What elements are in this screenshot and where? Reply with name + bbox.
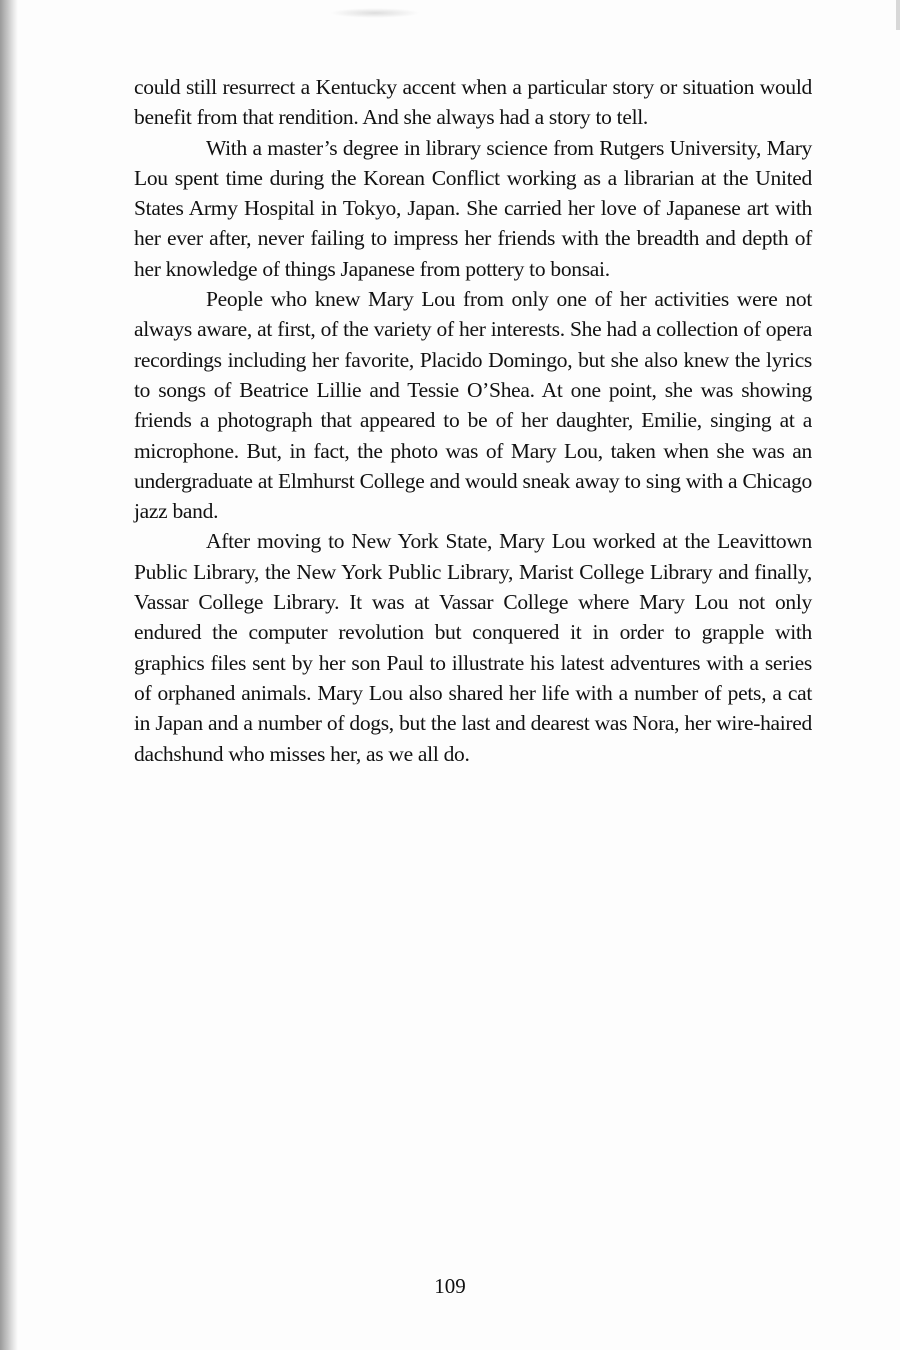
binding-gutter-shadow	[0, 0, 18, 1350]
page-number: 109	[434, 1274, 466, 1298]
body-text	[134, 72, 812, 769]
scan-edge-mark	[896, 0, 900, 30]
paragraph-education: With a master’s degree in library science from Rutgers University, Mary Lou spent time during the Korean Conflict working as a librarian at the United States Army Hospital in Tokyo, Japan. She carried her love of Japanese art with her ever after, never failing to impress her friends with the breadth and depth of her knowledge of things Japanese from pottery to bonsai.	[134, 135, 812, 281]
paragraph-career: After moving to New York State, Mary Lou worked at the Leavittown Public Library, the New York Public Library, Marist College Library and finally, Vassar College Library. It was at Vassar College where Mary Lou not only endured the computer revolution but conquered it in order to grapple with graphics files sent by her son Paul to illustrate his latest adventures with a series of orphaned animals. Mary Lou also shared her life with a number of pets, a cat in Japan and a number of dogs, but the last and dearest was Nora, her wire-haired dachshund who misses her, as we all do.	[134, 529, 812, 766]
paragraph-interests: People who knew Mary Lou from only one of her activities were not always aware, at first, of the variety of her interests. She had a collection of opera recordings including her favorite, Placido Domingo, but she also knew the lyrics to songs of Beatrice Lillie and Tessie O’Shea. At one point, she was showing friends a photograph that appeared to be of her daughter, Emilie, singing at a microphone. But, in fact, the photo was of Mary Lou, taken when she was an undergraduate at Elmhurst College and would sneak away to sing with a Chicago jazz band.	[134, 287, 812, 524]
paragraph-continued: could still resurrect a Kentucky accent when a particular story or situation would benefit from that rendition. And she always had a story to tell.	[134, 75, 812, 130]
scan-smudge	[330, 8, 420, 18]
